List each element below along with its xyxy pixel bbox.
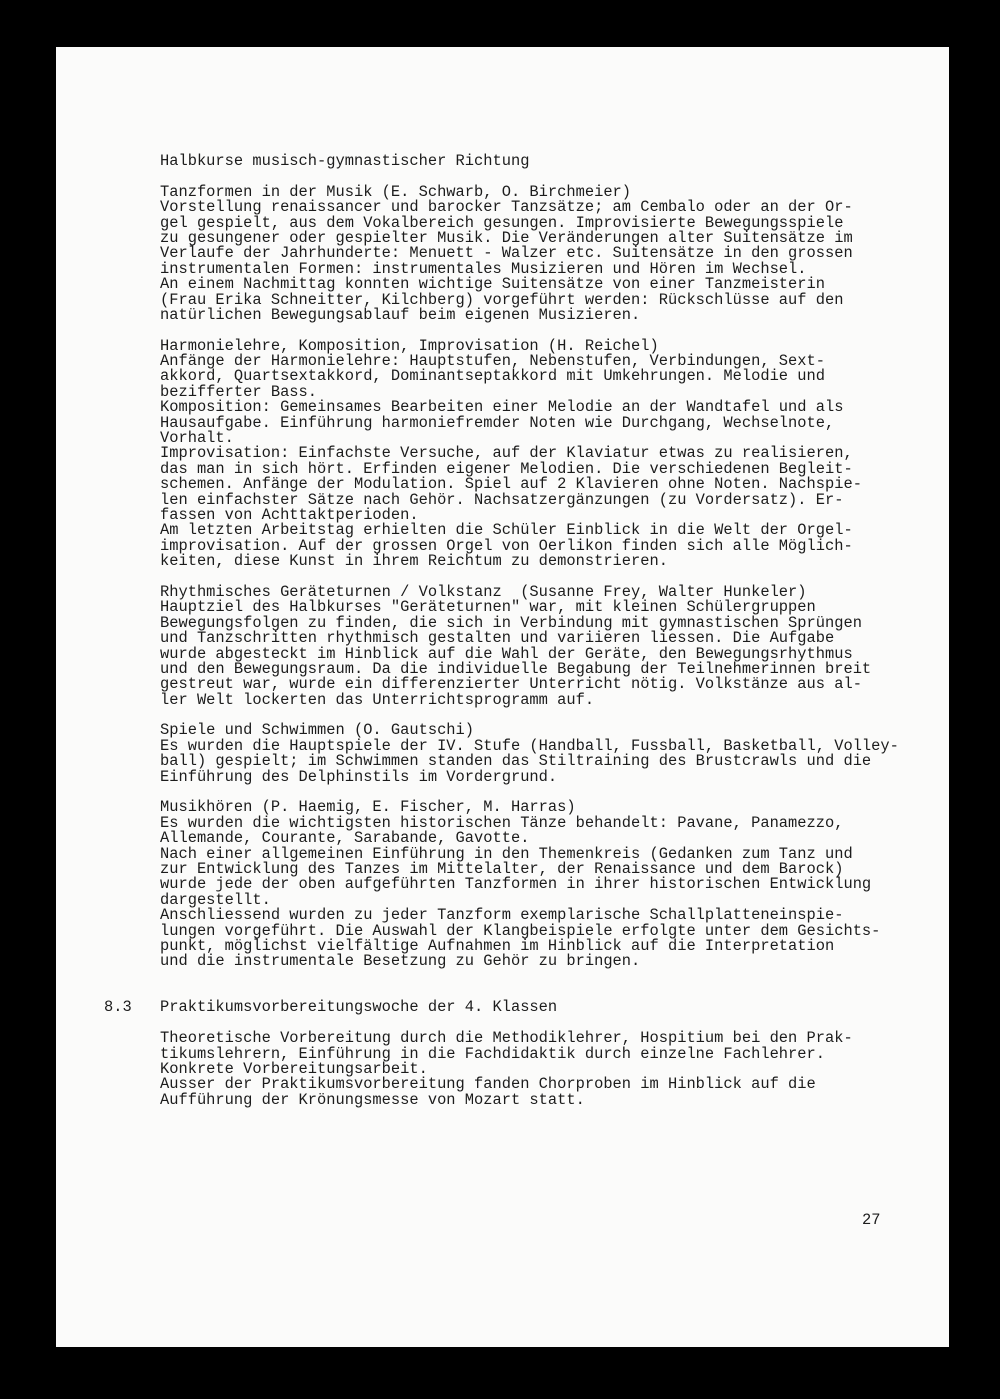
- course-section: [104, 723, 904, 785]
- text-line: len einfachster Sätze nach Gehör. Nachsatzergänzungen (zu Vordersatz). Er-: [160, 490, 844, 509]
- text-line: Hausaufgabe. Einführung harmoniefremder Noten wie Durchgang, Wechselnote,: [160, 413, 835, 432]
- course-section: [104, 582, 904, 709]
- text-line: Vorstellung renaissancer und barocker Tanzsätze; am Cembalo oder an der Or-: [160, 198, 853, 217]
- text-line: Einführung des Delphinstils im Vordergrund.: [160, 767, 558, 786]
- text-line: und Tanzschritten rhythmisch gestalten und variieren liessen. Die Aufgabe: [160, 629, 835, 648]
- text-line: bezifferter Bass.: [160, 382, 318, 401]
- section-heading: Tanzformen in der Musik (E. Schwarb, O. Birchmeier): [160, 182, 632, 201]
- course-section: [104, 800, 904, 969]
- text-line: punkt, möglichst vielfältige Aufnahmen im Hinblick auf die Interpretation: [160, 936, 835, 955]
- text-line: (Frau Erika Schneitter, Kilchberg) vorgeführt werden: Rückschlüsse auf den: [160, 290, 844, 309]
- text-line: Anfänge der Harmonielehre: Hauptstufen, Nebenstufen, Verbindungen, Sext-: [160, 352, 825, 371]
- section-heading: Rhythmisches Geräteturnen / Volkstanz (Susanne Frey, Walter Hunkeler): [160, 582, 807, 601]
- section-8-3-heading: [104, 1000, 904, 1015]
- section-heading: Musikhören (P. Haemig, E. Fischer, M. Harras): [160, 798, 576, 817]
- text-line: Theoretische Vorbereitung durch die Methodiklehrer, Hospitium bei den Prak-: [160, 1029, 853, 1048]
- text-line: ball) gespielt; im Schwimmen standen das Stiltraining des Brustcrawls und die: [160, 752, 872, 771]
- text-line: und die instrumentale Besetzung zu Gehör zu bringen.: [160, 952, 641, 971]
- course-sections: [104, 182, 904, 971]
- text-line: zu gesungener oder gespielter Musik. Die Veränderungen alter Suitensätze im: [160, 228, 853, 247]
- text-line: Vorhalt.: [160, 429, 234, 448]
- text-line: und den Bewegungsraum. Da die individuelle Begabung der Teilnehmerinnen breit: [160, 659, 872, 678]
- section-heading: Spiele und Schwimmen (O. Gautschi): [160, 721, 475, 740]
- text-line: instrumentalen Formen: instrumentales Musizieren und Hören im Wechsel.: [160, 259, 807, 278]
- text-line: wurde abgesteckt im Hinblick auf die Wahl der Geräte, den Bewegungsrhythmus: [160, 644, 853, 663]
- text-line: improvisation. Auf der grossen Orgel von Oerlikon finden sich alle Möglich-: [160, 536, 853, 555]
- text-line: Ausser der Praktikumsvorbereitung fanden Chorproben im Hinblick auf die: [160, 1075, 816, 1094]
- text-line: Hauptziel des Halbkurses "Geräteturnen" war, mit kleinen Schülergruppen: [160, 598, 816, 617]
- text-line: gel gespielt, aus dem Vokalbereich gesungen. Improvisierte Bewegungsspiele: [160, 213, 844, 232]
- text-line: natürlichen Bewegungsablauf beim eigenen Musizieren.: [160, 305, 641, 324]
- text-line: tikumslehrern, Einführung in die Fachdidaktik durch einzelne Fachlehrer.: [160, 1044, 825, 1063]
- spacer: [104, 970, 904, 985]
- text-line: Allemande, Courante, Sarabande, Gavotte.: [160, 829, 530, 848]
- course-section: [104, 182, 904, 324]
- section-heading: Harmonielehre, Komposition, Improvisation (H. Reichel): [160, 336, 659, 355]
- text-line: An einem Nachmittag konnten wichtige Suitensätze von einer Tanzmeisterin: [160, 275, 825, 294]
- text-line: Bewegungsfolgen zu finden, die sich in Verbindung mit gymnastischen Sprüngen: [160, 613, 862, 632]
- text-line: akkord, Quartsextakkord, Dominantseptakkord mit Umkehrungen. Melodie und: [160, 367, 825, 386]
- text-line: keiten, diese Kunst in ihrem Reichtum zu demonstrieren.: [160, 552, 668, 571]
- text-line: lungen vorgeführt. Die Auswahl der Klangbeispiele erfolgte unter dem Gesichts-: [160, 921, 881, 940]
- text-line: Konkrete Vorbereitungsarbeit.: [160, 1060, 428, 1079]
- text-line: gestreut war, wurde ein differenzierter Unterricht nötig. Volkstänze aus al-: [160, 675, 862, 694]
- page-number: 27: [862, 1211, 881, 1229]
- text-line: wurde jede der oben aufgeführten Tanzformen in ihrer historischen Entwicklung: [160, 875, 872, 894]
- intro-heading: Halbkurse musisch-gymnastischer Richtung: [160, 152, 530, 170]
- text-line: Anschliessend wurden zu jeder Tanzform exemplarische Schallplatteneinspie-: [160, 906, 844, 925]
- text-line: Es wurden die Hauptspiele der IV. Stufe (Handball, Fussball, Basketball, Volley-: [160, 736, 899, 755]
- text-line: dargestellt.: [160, 890, 271, 909]
- text-line: Aufführung der Krönungsmesse von Mozart statt.: [160, 1090, 585, 1109]
- course-section: [104, 336, 904, 571]
- text-line: das man in sich hört. Erfinden eigener Melodien. Die verschiedenen Begleit-: [160, 459, 853, 478]
- text-line: Verlaufe der Jahrhunderte: Menuett - Walzer etc. Suitensätze in den grossen: [160, 244, 853, 263]
- text-line: ler Welt lockerten das Unterrichtsprogramm auf.: [160, 690, 595, 709]
- section-title: Praktikumsvorbereitungswoche der 4. Klassen: [160, 998, 558, 1017]
- text-line: Am letzten Arbeitstag erhielten die Schüler Einblick in die Welt der Orgel-: [160, 521, 853, 540]
- section-number: 8.3: [104, 998, 132, 1017]
- text-line: fassen von Achttaktperioden.: [160, 505, 419, 524]
- text-line: Es wurden die wichtigsten historischen Tänze behandelt: Pavane, Panamezzo,: [160, 813, 844, 832]
- document-body: [104, 154, 904, 1108]
- text-line: Komposition: Gemeinsames Bearbeiten einer Melodie an der Wandtafel und als: [160, 398, 844, 417]
- text-line: schemen. Anfänge der Modulation. Spiel auf 2 Klavieren ohne Noten. Nachspie-: [160, 475, 862, 494]
- section-8-3-body: [104, 1031, 904, 1108]
- text-line: zur Entwicklung des Tanzes im Mittelalter, der Renaissance und dem Barock): [160, 859, 844, 878]
- text-line: Improvisation: Einfachste Versuche, auf der Klaviatur etwas zu realisieren,: [160, 444, 853, 463]
- text-line: Nach einer allgemeinen Einführung in den Themenkreis (Gedanken zum Tanz und: [160, 844, 853, 863]
